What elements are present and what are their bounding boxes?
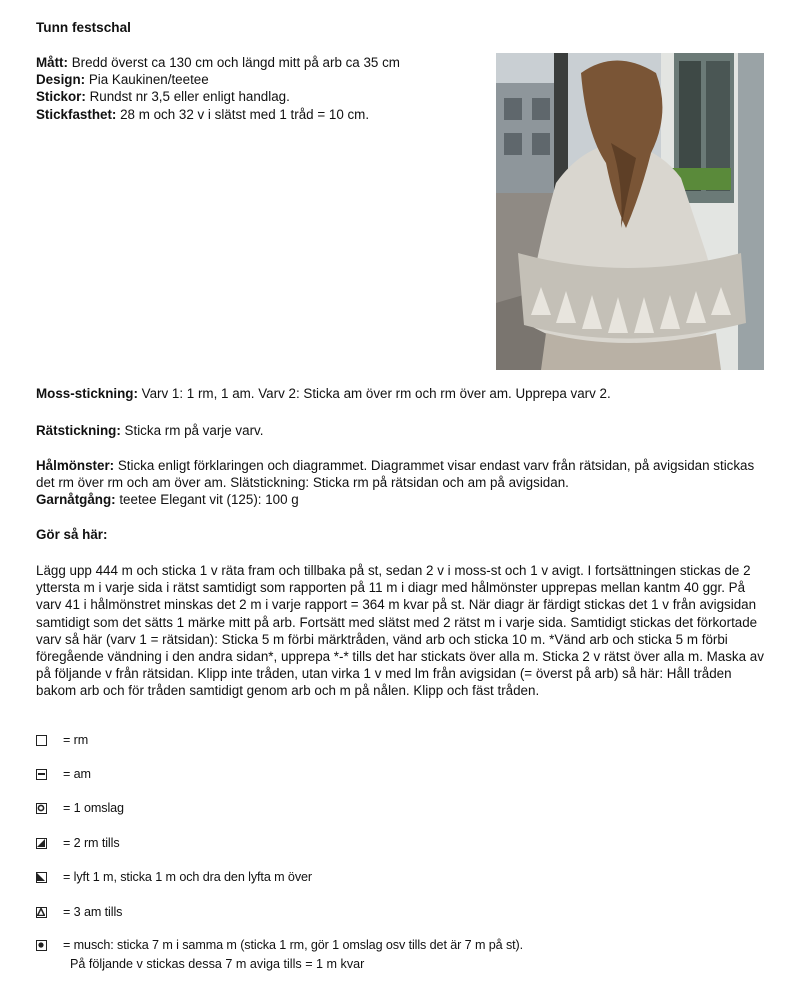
instructions-text: Lägg upp 444 m och sticka 1 v räta fram och tillbaka på st, sedan 2 v i moss-st och 1 v avigt. I fortsättningen stickas de 2 yttersta m i varje sida i rätst samtidigt som rapporten på 11 m i diagr med hålmönster upprepas mellan kantm 40 ggr. På varv 41 i hålmönstret minskas det 2 m i varje rapport = 364 m kvar på st. När diagr är färdigt stickas det 1 v från avigsidan samtidigt som det sätts 1 märke mitt på arb. Fortsätt med slätst med 2 rätst m i varje sida. Samtidigt stickas det förkortade varv så här (varv 1 = rätsidan): Sticka 5 m förbi märktråden, vänd arb och sticka 10 m. *Vänd arb och sticka 5 m förbi föregående vändning i den andra sidan*, upprepa *-* tills det har stickats över alla m. Sticka 2 v rätst över alla m. Maska av på följande v från rätsidan. Klipp inte tråden, utan virka 1 v med lm från avigsidan (= överst på arb) så här: Håll tråden bakom arb och för tråden samtidigt genom arb och m på nålen. Klipp och fäst tråden. [36, 563, 764, 699]
empty-square-icon [36, 735, 47, 746]
circle-square-icon [36, 803, 47, 814]
legend-nupp-note: På följande v stickas dessa 7 m aviga tills = 1 m kvar [70, 957, 365, 971]
right-triangle-square-icon [36, 838, 47, 849]
shawl-photo [496, 53, 764, 370]
garter-stitch-section: Rätstickning: Sticka rm på varje varv. [36, 423, 264, 438]
left-triangle-square-icon [36, 872, 47, 883]
legend-purl: = am [36, 765, 91, 783]
meta-needles: Stickor: Rundst nr 3,5 eller enligt handlag. [36, 89, 290, 105]
legend-yarn-over: = 1 omslag [36, 799, 124, 817]
instructions-heading: Gör så här: [36, 527, 108, 542]
yarn-section: Garnåtgång: teetee Elegant vit (125): 100 g [36, 492, 299, 507]
legend-k2tog: = 2 rm tills [36, 834, 120, 852]
pattern-title: Tunn festschal [36, 20, 131, 35]
legend-knit: = rm [36, 731, 88, 749]
meta-gauge: Stickfasthet: 28 m och 32 v i slätst med 1 tråd = 10 cm. [36, 106, 370, 122]
moss-stitch-section: Moss-stickning: Varv 1: 1 rm, 1 am. Varv 2: Sticka am över rm och rm över am. Upprepa varv 2. [36, 386, 611, 401]
dot-square-icon [36, 940, 47, 951]
legend-nupp: = musch: sticka 7 m i samma m (sticka 1 rm, gör 1 omslag osv tills det är 7 m på st). [36, 936, 523, 954]
lace-pattern-section: Hålmönster: Sticka enligt förklaringen och diagrammet. Diagrammet visar endast varv från rätsidan, på avigsidan stickas det rm över rm och am över am. Slätstickning: Sticka rm på rätsidan och am på avigsidan. [36, 458, 755, 491]
meta-design: Design: Pia Kaukinen/teetee [36, 72, 209, 88]
triangle-square-icon [36, 907, 47, 918]
legend-p3tog: = 3 am tills [36, 903, 122, 921]
meta-size: Mått: Bredd överst ca 130 cm och längd mitt på arb ca 35 cm [36, 55, 400, 70]
dash-square-icon [36, 769, 47, 780]
pattern-meta [36, 54, 476, 123]
legend-skpo: = lyft 1 m, sticka 1 m och dra den lyfta m över [36, 868, 312, 886]
